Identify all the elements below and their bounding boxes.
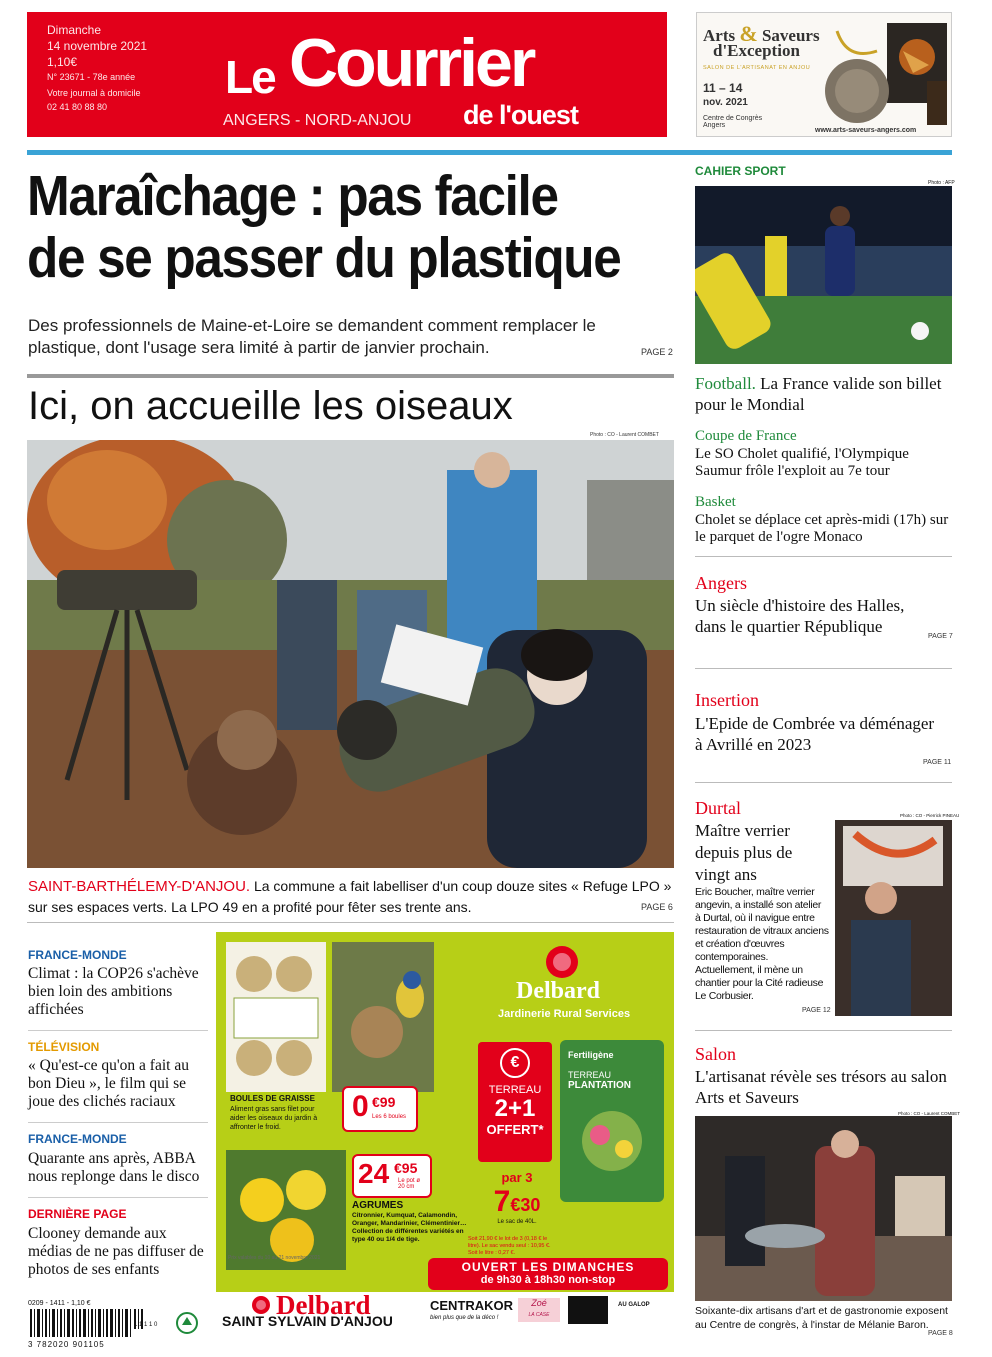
durtal-kicker: Durtal xyxy=(695,798,741,818)
ad-brand: Delbard xyxy=(516,978,600,1004)
bird-feeder-image xyxy=(332,942,434,1092)
offer-value: 2+1 xyxy=(494,1095,536,1122)
caption-place: SAINT-BARTHÉLEMY-D'ANJOU. xyxy=(28,878,251,895)
boutique-logo-icon xyxy=(568,1296,608,1324)
ad-validity: Prix valables du 10 au 21 novembre 2021 xyxy=(228,1255,321,1261)
ad-footer xyxy=(216,1292,674,1328)
brief-kicker-television: TÉLÉVISION xyxy=(28,1040,100,1054)
ad-venue: Centre de Congrès Angers xyxy=(703,115,763,129)
photo-story-page-ref[interactable]: PAGE 6 xyxy=(641,902,673,912)
salon-caption: Soixante-dix artisans d'art et de gastronomie exposent au Centre de congrès, à l'instar de Mélanie Baron. xyxy=(695,1305,948,1331)
sport-basket-brief[interactable]: Cholet se déplace cet après-midi (17h) sur le parquet de l'ogre Monaco xyxy=(695,512,949,545)
arts-saveurs-ad[interactable] xyxy=(696,12,952,137)
durtal-photo-credit: Photo : CO - Pierrick PINEAU xyxy=(900,813,960,818)
salon-kicker: Salon xyxy=(695,1044,737,1064)
brief-kicker-derniere-page: DERNIÈRE PAGE xyxy=(28,1207,127,1221)
brief-cop26[interactable]: Climat : la COP26 s'achève bien loin des ambitions affichées xyxy=(28,965,199,1018)
barcode-number: 3 782020 901105 xyxy=(28,1340,105,1349)
ad-title-arts: Arts xyxy=(703,26,736,45)
salon-photo-credit: Photo : CO - Laurent COMBET xyxy=(898,1111,961,1116)
ad-month: nov. 2021 xyxy=(703,97,748,108)
brief-divider xyxy=(28,1122,208,1123)
item1-price-int: 0 xyxy=(352,1090,369,1123)
item1-price-dec: €99 xyxy=(372,1094,396,1110)
photo-caption xyxy=(28,876,674,917)
insertion-kicker: Insertion xyxy=(695,690,759,710)
angers-kicker: Angers xyxy=(695,573,747,593)
section-rule xyxy=(27,374,674,378)
issue-date: 14 novembre 2021 xyxy=(47,39,148,53)
sport-coupe-brief[interactable]: Le SO Cholet qualifié, l'Olympique Saumur frôle l'exploit au 7e tour xyxy=(695,446,909,479)
sport-football-brief[interactable]: Football. La France valide son billet pour le Mondial xyxy=(695,374,942,414)
ad-subtitle: SALON DE L'ARTISANAT EN ANJOU xyxy=(703,65,811,71)
right-divider xyxy=(695,782,952,783)
item1-name: BOULES DE GRAISSE xyxy=(230,1094,315,1103)
home-delivery-label: Votre journal à domicile xyxy=(47,88,141,98)
masthead[interactable] xyxy=(27,12,667,137)
barcode-top-code: 0209 - 1411 - 1,10 € xyxy=(28,1300,91,1307)
brief-divider xyxy=(28,1197,208,1198)
item3-price-block xyxy=(478,1170,556,1225)
item2-price-int: 24 xyxy=(358,1158,390,1189)
recycle-icon xyxy=(176,1312,198,1334)
item3-detail: Soit 21,90 € le lot de 3 (0,18 € le litre). Le sac vendu seul : 10,95 €. Soit le litre : 0,27 €. xyxy=(468,1236,551,1256)
birdwatching-photo xyxy=(27,440,674,868)
open-sundays-hours: de 9h30 à 18h30 non-stop xyxy=(480,1274,616,1286)
bag-name-2: PLANTATION xyxy=(568,1080,631,1091)
phone-number: 02 41 80 88 80 xyxy=(47,102,108,112)
offer-free: OFFERT* xyxy=(486,1122,544,1137)
open-sundays-title: OUVERT LES DIMANCHES xyxy=(461,1260,635,1274)
sport-basket-kicker: Basket xyxy=(695,494,736,510)
lead-headline[interactable]: Maraîchage : pas facile de se passer du plastique xyxy=(27,164,621,290)
issue-info xyxy=(47,22,147,114)
sport-coupe-kicker: Coupe de France xyxy=(695,428,797,444)
sport-kicker: CAHIER SPORT xyxy=(695,164,786,178)
angers-brief[interactable]: Un siècle d'histoire des Halles, dans le quartier République xyxy=(695,596,905,636)
brief-abba[interactable]: Quarante ans après, ABBA nous replonge dans le disco xyxy=(28,1150,200,1185)
issue-day: Dimanche xyxy=(47,23,102,37)
par3-label: par 3 xyxy=(501,1170,533,1185)
delbard-ad[interactable] xyxy=(216,932,674,1328)
ad-url[interactable]: www.arts-saveurs-angers.com xyxy=(815,127,917,134)
item1-desc: Aliment gras sans filet pour aider les oiseaux du jardin à affronter le froid. xyxy=(230,1106,318,1131)
sport-photo-credit: Photo : AFP xyxy=(928,180,955,186)
euro-icon: € xyxy=(500,1048,530,1078)
right-divider xyxy=(695,668,952,669)
durtal-page-ref[interactable]: PAGE 12 xyxy=(802,1007,831,1014)
item1-unit: Les 6 boules xyxy=(372,1114,407,1120)
brief-film[interactable]: « Qu'est-ce qu'on a fait au bon Dieu », le film qui se joue des clichés raciaux xyxy=(28,1057,189,1110)
photo-story-headline[interactable]: Ici, on accueille les oiseaux xyxy=(28,384,513,428)
item3-price-dec: €30 xyxy=(510,1195,541,1215)
durtal-text: Eric Boucher, maître verrier angevin, a installé son atelier à Durtal, où il navigue entre restauration de vitraux anciens et création d'œuvres contemporaines. Actuellement, il mène un chantier pour la Cité radieuse Le Corbusier. xyxy=(695,886,829,1002)
item2-price-tag xyxy=(352,1154,432,1198)
salon-brief[interactable]: L'artisanat révèle ses trésors au salon Arts et Saveurs xyxy=(695,1067,947,1107)
header-rule xyxy=(27,150,952,155)
open-sundays-banner xyxy=(428,1258,668,1290)
item3-price-int: 7 xyxy=(493,1185,511,1218)
logo-courrier: Courrier xyxy=(289,25,534,101)
brief-kicker-france-monde: FRANCE-MONDE xyxy=(28,948,127,962)
right-divider xyxy=(695,1030,952,1031)
item3-unit: Le sac de 40L. xyxy=(497,1219,537,1225)
glass-artist-photo xyxy=(835,820,952,1016)
durtal-title[interactable]: Maître verrier depuis plus de vingt ans xyxy=(695,821,793,884)
item2-name: AGRUMES xyxy=(352,1200,404,1211)
brief-divider xyxy=(28,1030,208,1031)
barcode-right-digits: 1 1 1 1 0 xyxy=(134,1322,158,1328)
right-divider xyxy=(695,556,952,557)
insertion-brief[interactable]: L'Epide de Combrée va déménager à Avrillé en 2023 xyxy=(695,714,935,754)
salon-page-ref[interactable]: PAGE 8 xyxy=(928,1330,953,1337)
item2-desc: Citronnier, Kumquat, Calamondin, Oranger, Mandarinier, Clémentinier… Collection de différentes variétés en type 40 ou 1/4 de tige. xyxy=(352,1212,467,1243)
section-rule-2 xyxy=(27,922,674,923)
citrus-image xyxy=(226,1150,346,1270)
logo-de-louest: de l'ouest xyxy=(463,100,578,130)
item1-price-tag xyxy=(342,1086,418,1132)
fat-balls-image xyxy=(226,942,326,1092)
footer-brand: Delbard xyxy=(276,1290,371,1320)
ad-title-exception: d'Exception xyxy=(713,41,800,60)
football-photo xyxy=(695,186,952,364)
lead-standfirst: Des professionnels de Maine-et-Loire se demandent comment remplacer le plastique, dont l'usage sera limité à partir de janvier prochain. xyxy=(28,316,596,357)
au-galop-logo: AU GALOP xyxy=(618,1302,650,1308)
ad-brand-sub: Jardinerie Rural Services xyxy=(498,1008,631,1020)
caption-text: La commune a fait labelliser d'un coup douze sites « Refuge LPO » sur ses espaces verts. La LPO 49 en a profité pour fêter ses trente ans. xyxy=(28,878,672,915)
offer-label: TERREAU xyxy=(488,1084,542,1096)
centrakor-sub: bien plus que de la déco ! xyxy=(430,1315,499,1321)
item2-price-dec: €95 xyxy=(394,1160,418,1176)
angers-page-ref[interactable]: PAGE 7 xyxy=(928,633,953,640)
centrakor-logo: CENTRAKOR xyxy=(430,1298,514,1313)
lead-page-ref[interactable]: PAGE 2 xyxy=(641,347,673,357)
delbard-rose-icon xyxy=(542,942,582,982)
brief-clooney[interactable]: Clooney demande aux médias de ne pas diffuser de photos de ses enfants xyxy=(28,1225,204,1278)
bag-name-1: TERREAU xyxy=(568,1070,612,1080)
insertion-page-ref[interactable]: PAGE 11 xyxy=(923,759,952,766)
terreau-offer-badge xyxy=(478,1042,552,1162)
issue-price: 1,10€ xyxy=(47,55,78,69)
soil-bag-image xyxy=(560,1040,664,1202)
photo-credit: Photo : CO - Laurent COMBET xyxy=(590,432,659,438)
footer-store: SAINT SYLVAIN D'ANJOU xyxy=(222,1313,393,1328)
edition-name: ANGERS - NORD-ANJOU xyxy=(223,112,412,129)
ad-artwork-image xyxy=(817,21,947,125)
zoe-logo: Zoé LA CASE xyxy=(518,1298,560,1322)
issue-number: N° 23671 - 78e année xyxy=(47,72,136,82)
brief-kicker-france-monde-2: FRANCE-MONDE xyxy=(28,1132,127,1146)
item2-unit: Le pot ø 20 cm xyxy=(398,1178,421,1190)
logo-le: Le xyxy=(225,51,275,103)
ad-dates: 11 – 14 xyxy=(703,81,743,95)
ad-ampersand: & xyxy=(739,21,758,46)
salon-photo xyxy=(695,1116,952,1301)
ad-title-saveurs: Saveurs xyxy=(761,26,820,45)
bag-brand: Fertiligène xyxy=(568,1050,614,1060)
